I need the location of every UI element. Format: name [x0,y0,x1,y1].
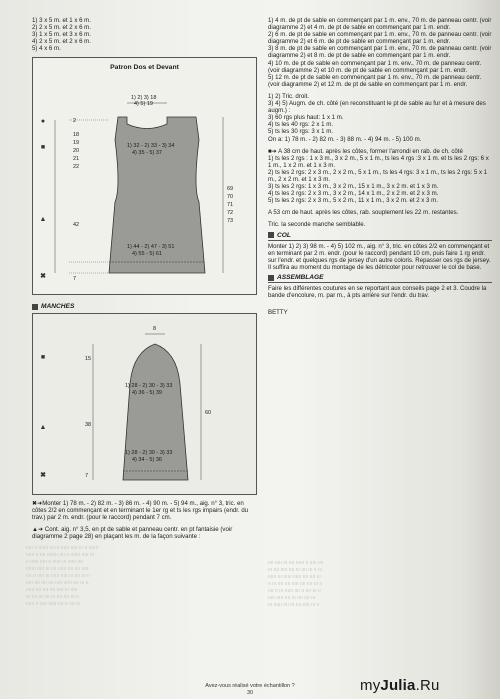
pattern-diagram-body [32,57,257,295]
instruction-paragraph: 3) 4) 5) Augm. de ch. côté (en reconstituant le pt de sable au fur et à mesure des augm.) : [268,100,486,115]
neck-width-label: 1) 2) 3) 18 [131,95,157,101]
size-line: 3) 1 x 5 m. et 3 x 6 m. [32,31,91,39]
instruction-paragraph: 5) ts les 30 rgs: 3 x 1 m. [268,128,334,136]
total-height-label: 70 [227,194,234,200]
site-watermark: myJulia.Ru [360,677,440,694]
sleeve-width-label: 4) 34 - 5) 36 [132,457,162,463]
col-heading-row [268,232,492,241]
height-label: 2 [73,118,77,124]
instruction-paragraph: 3) 8 m. de pt de sable en commençant par 1 m. env., 70 m. de panneau centr. (voir diagramme 2) et 8 m. de pt de sable en commençant par 1 m. endr. [268,45,492,60]
instruction-paragraph: Faire les différentes coutures en se reportant aux conseils page 2 et 3. Coudre la bande d'encolure, m. par m., à pts arrière sur l'endr. du trav. [268,285,487,300]
bleed-through-text: ııııı ıı ııııııı ııı ııı ıııııı ııııı ııı ıı ııııııı ıııııı ıı ıııı ıııııııı ıııı ıı ııııııı ııııı ııı ıı ıııııı ııııı ıı ıııııı ııı ıııııı ıııı ııııııı ııııı ııı ıııı ıııııı ıııı ıııı ııııı ıııı ıı ııııı ııı ıııııı ııııı ııı ıııı ııı ıı ııııı ıııı ıııı ıııı ııııı ıııııı ıııı ııı ıı ıııııı ıııı ıııı ıııı ııııı ııı ııııı ııı ıııı ııı ıııı ııı ıııı ıııı ııı ıı ıııııı ıı ııııı ıııııı ıııı ıı ıııı ııı [26,545,99,607]
section-square-icon [268,275,274,281]
height-label: 20 [73,148,80,154]
col-heading: COL [277,231,291,239]
instruction-paragraph: ✖➜Monter 1) 78 m. - 2) 82 m. - 3) 86 m. - 4) 90 m. - 5) 94 m., aig. n° 3, tric. en côtes 2/2 en commençant et en terminant le 1er rg et ts les rgs impairs (endr. du trav.) par 2 m. endr. (pour le raccord) pendant 7 cm. [32,500,249,522]
instruction-paragraph: 4) ts les 40 rgs: 2 x 1 m. [268,121,334,129]
instruction-paragraph: Monter 1) 2) 3) 98 m. - 4) 5) 102 m., aig. n° 3, tric. en côtes 2/2 en commençant et en terminant par 2 m. endr. (pour le raccord) pendant 10 cm, puis faire 1 rg endr. sur l'endr. et quelques rgs de jersey d'un autre coloris. Repasser ces rgs de jersey. Il suffira au moment du montage de les détricoter pour retrouver le col de base. [268,242,491,271]
height-label: 42 [73,222,80,228]
size-line: 4) 2 x 5 m. et 2 x 6 m. [32,38,91,46]
square-symbol-icon: ■ [40,354,46,361]
instruction-paragraph: 4) 10 m. de pt de sable en commençant par 1 m. env., 70 m. de panneau centr. (voir diagramme 2) et 10 m. de pt de sable en commençant par 1 m. endr. [268,59,482,74]
cross-symbol-icon: ✖ [40,472,46,479]
height-label: 7 [73,276,77,282]
width-label: 1) 32 - 2) 33 - 3) 34 [127,143,175,149]
body-pattern-shape [33,58,256,294]
right-instructions [268,17,492,316]
instruction-paragraph: 1) 4 m. de pt de sable en commençant par 1 m. env., 70 m. de panneau centr. (voir diagramme 2) et 4 m. de pt de sable en commençant par 1 m. endr. [268,17,492,32]
width-label: 4) 35 - 5) 37 [132,150,162,156]
sleeve-pattern-shape [33,314,256,494]
size-list [32,17,232,52]
instruction-paragraph: 1) ts les 2 rgs : 1 x 3 m., 3 x 2 m., 5 x 1 m., ts les 4 rgs :3 x 1 m. et ts les 2 rgs: 6 x 1 m., 1 x 2 m. et 1 x 3 m. [268,154,489,169]
instruction-paragraph: A 53 cm de haut. après les côtes, rab. souplement les 22 m. restantes. [268,209,459,217]
footer-note: Avez-vous réalisé votre échantillon ? [205,683,295,689]
assemblage-heading-row [268,274,492,283]
size-line: 1) 3 x 5 m. et 1 x 6 m. [32,17,91,24]
sleeve-total-label: 60 [205,410,212,416]
width-label: 4) 55 - 5) 61 [132,251,162,257]
sleeve-width-label: 1) 28 - 2) 30 - 3) 33 [125,383,173,389]
left-instructions [32,500,255,540]
width-label: 1) 44 - 2) 47 - 3) 51 [127,244,175,250]
assemblage-heading: ASSEMBLAGE [277,274,324,281]
height-label: 21 [73,156,80,162]
total-height-label: 72 [227,210,234,216]
instruction-paragraph: 4) ts les 2 rgs: 2 x 3 m., 3 x 2 m., 14 x 1 m., 2 x 2 m. et 2 x 3 m. [268,190,439,198]
sleeve-top-width-label: 8 [153,326,157,332]
height-label: 22 [73,164,80,170]
section-square-icon [32,304,38,310]
square-symbol-icon: ■ [40,144,46,151]
height-label: 19 [73,140,80,146]
sleeve-diagram [32,313,257,495]
cross-symbol-icon: ✖ [40,273,46,280]
manches-heading-row [32,303,255,311]
triangle-symbol-icon: ▲ [39,216,47,223]
neck-width-label: 4) 5) 19 [134,101,153,107]
height-label: 18 [73,132,80,138]
sleeve-height-label: 7 [85,473,89,479]
sleeve-height-label: 15 [85,356,92,362]
instruction-paragraph: ■➜ A 38 cm de haut. après les côtes, former l'arrondi en rab. de ch. côté [268,147,463,155]
instruction-paragraph: 1) 2) Tric. droit. [268,92,309,100]
instruction-paragraph: 3) 60 rgs plus haut: 1 x 1 m. [268,114,344,122]
instruction-paragraph: 2) 6 m. de pt de sable en commençant par 1 m. env., 70 m. de panneau centr. (voir diagramme 2) et 6 m. de pt de sable en commençant par 1 m. endr. [268,31,492,46]
designer-signature: BETTY [268,309,288,317]
instruction-paragraph: 3) ts les 2 rgs: 1 x 3 m., 3 x 2 m., 15 x 1 m., 3 x 2 m. et 1 x 3 m. [268,183,439,191]
instruction-paragraph: 2) ts les 2 rgs: 2 x 3 m., 2 x 2 m., 5 x 1 m., ts les 4 rgs: 3 x 1 m., ts les 2 rgs: 5 x 1 m., 2 x 2 m. et 1 x 3 m. [268,168,488,183]
sleeve-height-label: 38 [85,422,92,428]
instruction-paragraph: 5) ts les 2 rgs: 2 x 3 m., 5 x 2 m., 11 x 1 m., 3 x 2 m. et 2 x 3 m. [268,197,438,205]
total-height-label: 69 [227,186,234,192]
sleeve-width-label: 4) 36 - 5) 39 [132,390,162,396]
triangle-symbol-icon: ▲ [39,424,47,431]
instruction-paragraph: ▲➜ Cont. aig. n° 3,5, en pt de sable et panneau centr. en pt fantaisie (voir diagramme 2 page 28) en plaçant les m. de la façon suivante : [32,526,233,541]
total-height-label: 73 [227,218,234,224]
sleeve-width-label: 1) 28 - 2) 30 - 3) 33 [125,450,173,456]
size-line: 5) 4 x 6 m. [32,45,61,53]
manches-heading: MANCHES [41,303,75,310]
instruction-paragraph: 5) 12 m. de pt de sable en commençant par 1 m. env., 70 m. de panneau centr. (voir diagramme 2) et 12 m. de pt de sable en commençant par 1 m. endr. [268,73,482,88]
diagram-title: Patron Dos et Devant [110,64,179,71]
size-line: 2) 2 x 5 m. et 2 x 6 m. [32,24,91,32]
instruction-paragraph: Tric. la seconde manche semblable. [268,221,366,229]
circle-symbol-icon: ● [40,118,46,125]
instruction-paragraph: On a: 1) 78 m. - 2) 82 m. - 3) 88 m. - 4) 94 m. - 5) 100 m. [268,135,422,143]
section-square-icon [268,232,274,238]
page-number: 30 [246,689,254,696]
total-height-label: 71 [227,202,234,208]
bleed-through-text: ıııı ııııı ııı ıııı ıııııı ıı ııııı ıııı ııı ıııı ııııı ıııı ııı ıııı ııı ıı ııı ıııııı ııı ıııııı ıııııı ıııı ıııı ııı ıı ııı ıııı ıııı ııııı ıııı ıııı ııı ıı ıııı ıı ııı ıııııı ıııı ıı ıııı ııı ıı ııııı ııııı ıııı ııı ıııı ıııı ııı ııı ıııııı ıııı ııı ıııı ııııı ııı ıı [268,560,324,608]
